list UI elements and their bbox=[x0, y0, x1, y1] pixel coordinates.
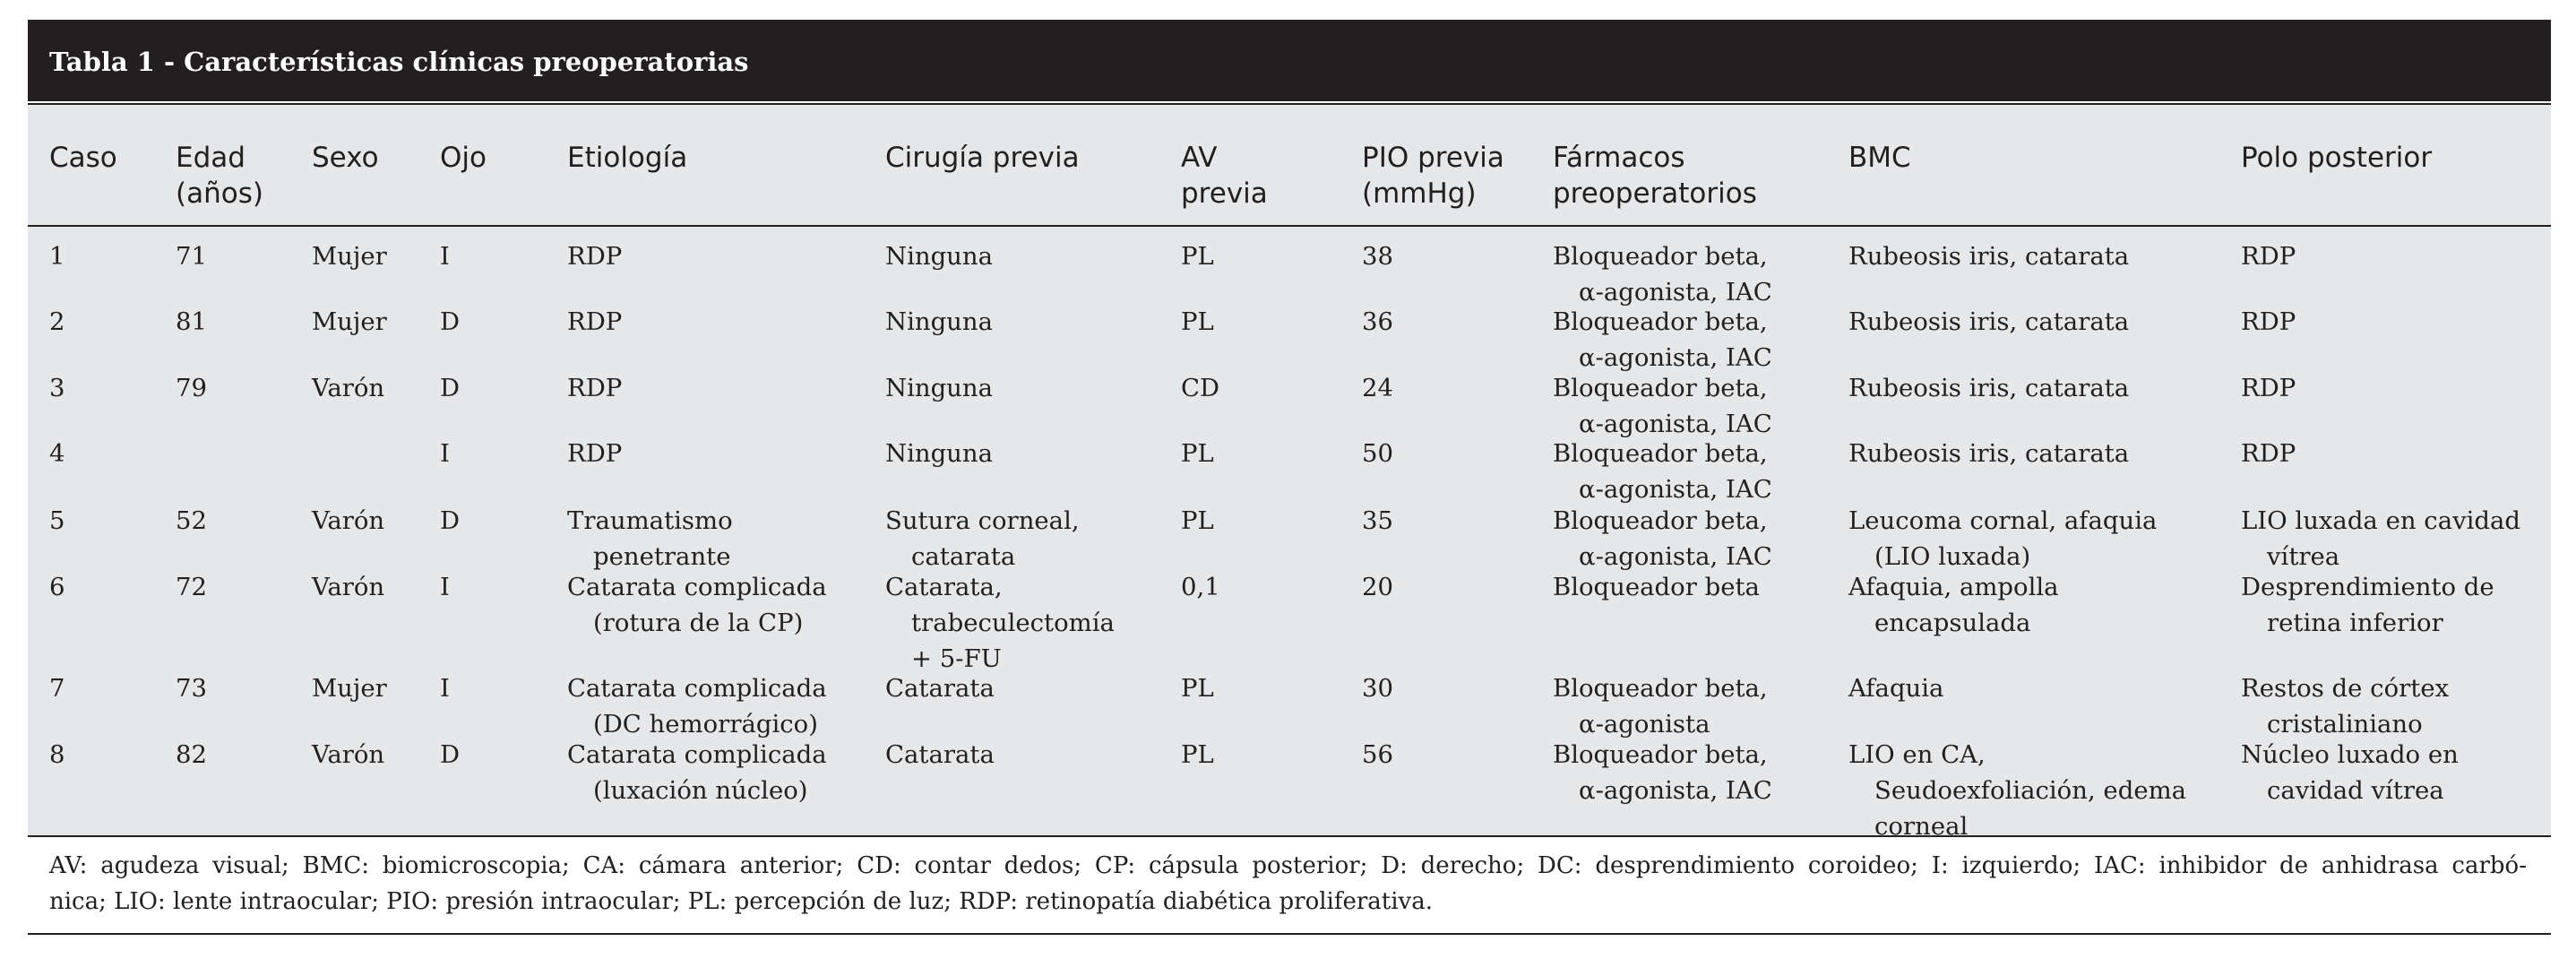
column-header-bmc bbox=[1848, 140, 1911, 176]
column-header-sexo bbox=[312, 140, 379, 176]
cell-line: (luxación núcleo) bbox=[593, 776, 808, 805]
table-cell-cirugia-previa bbox=[885, 737, 995, 773]
cell-line: Catarata complicada bbox=[567, 674, 827, 703]
column-header-farmacos-preoperatorios bbox=[1553, 140, 1757, 212]
table-row bbox=[28, 503, 2551, 571]
table-cell-polo-posterior bbox=[2241, 238, 2296, 274]
table-cell-farmacos-preoperatorios bbox=[1553, 503, 1772, 575]
cell-line: Mujer bbox=[312, 307, 387, 336]
cell-line: RDP bbox=[567, 439, 623, 468]
cell-line: PL bbox=[1181, 242, 1214, 271]
cell-line: 50 bbox=[1362, 439, 1393, 468]
cell-line: Afaquia, ampolla bbox=[1848, 573, 2059, 601]
cell-line: I bbox=[440, 242, 450, 271]
cell-line: 35 bbox=[1362, 506, 1393, 535]
cell-line: I bbox=[440, 674, 450, 703]
column-header-caso bbox=[49, 140, 117, 176]
table-cell-cirugia-previa bbox=[885, 503, 1080, 575]
cell-line: 72 bbox=[176, 573, 207, 601]
table-cell-etiologia bbox=[567, 503, 733, 575]
table-cell-ojo bbox=[440, 503, 460, 539]
cell-line: I bbox=[440, 439, 450, 468]
cell-line: Catarata bbox=[885, 740, 995, 769]
cell-line: 24 bbox=[1362, 374, 1393, 402]
column-header-line: Ojo bbox=[440, 142, 487, 174]
cell-line: α-agonista bbox=[1579, 710, 1710, 739]
cell-line: α-agonista, IAC bbox=[1579, 776, 1772, 805]
table-cell-bmc bbox=[1848, 238, 2129, 274]
cell-line: 82 bbox=[176, 740, 207, 769]
cell-line: corneal bbox=[1874, 812, 1969, 835]
column-header-edad bbox=[176, 140, 263, 212]
table-cell-pio-previa bbox=[1362, 670, 1393, 706]
table-cell-edad bbox=[176, 670, 207, 706]
table-cell-caso bbox=[49, 436, 65, 471]
cell-line: (LIO luxada) bbox=[1874, 542, 2031, 571]
cell-line: RDP bbox=[567, 374, 623, 402]
cell-line: 2 bbox=[49, 307, 65, 336]
table-row bbox=[28, 737, 2551, 835]
table-cell-polo-posterior bbox=[2241, 370, 2296, 406]
cell-line: Bloqueador beta bbox=[1553, 573, 1760, 601]
cell-line: retina inferior bbox=[2267, 609, 2443, 637]
table-cell-polo-posterior bbox=[2241, 737, 2459, 808]
table-cell-etiologia bbox=[567, 569, 827, 641]
table-cell-cirugia-previa bbox=[885, 436, 993, 471]
table-cell-sexo bbox=[312, 569, 384, 605]
cell-line: penetrante bbox=[593, 542, 731, 571]
cell-line: RDP bbox=[2241, 307, 2296, 336]
cell-line: Bloqueador beta, bbox=[1553, 506, 1768, 535]
table-cell-cirugia-previa bbox=[885, 304, 993, 340]
cell-line: Núcleo luxado en bbox=[2241, 740, 2459, 769]
cell-line: 0,1 bbox=[1181, 573, 1220, 601]
column-header-line: previa bbox=[1181, 177, 1268, 210]
cell-line: RDP bbox=[2241, 439, 2296, 468]
column-header-line: (mmHg) bbox=[1362, 177, 1477, 210]
cell-line: cristaliniano bbox=[2267, 710, 2423, 739]
table-cell-ojo bbox=[440, 737, 460, 773]
cell-line: α-agonista, IAC bbox=[1579, 343, 1772, 372]
table-cell-av-previa bbox=[1181, 503, 1214, 539]
table-cell-edad bbox=[176, 737, 207, 773]
table-cell-cirugia-previa bbox=[885, 569, 1115, 677]
cell-line: 56 bbox=[1362, 740, 1393, 769]
cell-line: Ninguna bbox=[885, 439, 993, 468]
table-cell-polo-posterior bbox=[2241, 436, 2296, 471]
table-cell-sexo bbox=[312, 670, 387, 706]
column-header-pio-previa bbox=[1362, 140, 1504, 212]
cell-line: α-agonista, IAC bbox=[1579, 410, 1772, 438]
table-cell-sexo bbox=[312, 370, 384, 406]
table-cell-polo-posterior bbox=[2241, 670, 2449, 742]
table-cell-caso bbox=[49, 670, 65, 706]
table-cell-caso bbox=[49, 370, 65, 406]
cell-line: 4 bbox=[49, 439, 65, 468]
table-cell-edad bbox=[176, 304, 207, 340]
table-row bbox=[28, 370, 2551, 438]
table-cell-farmacos-preoperatorios bbox=[1553, 304, 1772, 376]
table-cell-bmc bbox=[1848, 569, 2059, 641]
cell-line: 73 bbox=[176, 674, 207, 703]
table-cell-cirugia-previa bbox=[885, 670, 995, 706]
cell-line: Catarata bbox=[885, 674, 995, 703]
cell-line: Ninguna bbox=[885, 307, 993, 336]
table-cell-etiologia bbox=[567, 238, 622, 274]
footnote-line: AV: agudeza visual; BMC: biomicroscopia; CA: cámara anterior; CD: contar dedos; CP: cápsula posterior; D: derecho; DC: desprendimiento coroideo; I: izquierdo; IAC: inhibidor de anhidrasa carbó- bbox=[49, 852, 2527, 879]
column-header-line: Cirugía previa bbox=[885, 142, 1080, 174]
table-cell-sexo bbox=[312, 238, 387, 274]
table-footnote bbox=[49, 848, 2527, 920]
table-cell-ojo bbox=[440, 569, 450, 605]
cell-line: Rubeosis iris, catarata bbox=[1848, 439, 2130, 468]
cell-line: I bbox=[440, 573, 450, 601]
cell-line: Mujer bbox=[312, 674, 387, 703]
cell-line: 7 bbox=[49, 674, 65, 703]
cell-line: Catarata complicada bbox=[567, 573, 827, 601]
table-cell-caso bbox=[49, 737, 65, 773]
table-body-area bbox=[28, 105, 2551, 835]
table-cell-caso bbox=[49, 503, 65, 539]
cell-line: vítrea bbox=[2267, 542, 2340, 571]
column-header-line: (años) bbox=[176, 177, 263, 210]
column-header-cirugia-previa bbox=[885, 140, 1080, 176]
cell-line: Sutura corneal, bbox=[885, 506, 1080, 535]
cell-line: Catarata, bbox=[885, 573, 1003, 601]
cell-line: 38 bbox=[1362, 242, 1393, 271]
table-cell-pio-previa bbox=[1362, 436, 1393, 471]
table-cell-av-previa bbox=[1181, 569, 1220, 605]
cell-line: 79 bbox=[176, 374, 207, 402]
table-cell-etiologia bbox=[567, 370, 622, 406]
table-cell-farmacos-preoperatorios bbox=[1553, 670, 1768, 742]
cell-line: D bbox=[440, 740, 461, 769]
cell-line: 1 bbox=[49, 242, 65, 271]
column-header-line: Caso bbox=[49, 142, 117, 174]
table-row bbox=[28, 304, 2551, 372]
table-cell-pio-previa bbox=[1362, 503, 1393, 539]
cell-line: Rubeosis iris, catarata bbox=[1848, 242, 2130, 271]
cell-line: Catarata complicada bbox=[567, 740, 827, 769]
table-cell-ojo bbox=[440, 370, 460, 406]
cell-line: α-agonista, IAC bbox=[1579, 278, 1772, 307]
table-cell-ojo bbox=[440, 436, 450, 471]
cell-line: α-agonista, IAC bbox=[1579, 542, 1772, 571]
cell-line: D bbox=[440, 307, 461, 336]
table-cell-etiologia bbox=[567, 737, 827, 808]
table-cell-av-previa bbox=[1181, 370, 1219, 406]
cell-line: CD bbox=[1181, 374, 1220, 402]
table-cell-pio-previa bbox=[1362, 238, 1393, 274]
table-cell-etiologia bbox=[567, 670, 827, 742]
cell-line: LIO en CA, bbox=[1848, 740, 1986, 769]
column-header-line: Edad bbox=[176, 142, 246, 174]
cell-line: PL bbox=[1181, 506, 1214, 535]
cell-line: Restos de córtex bbox=[2241, 674, 2450, 703]
table-cell-ojo bbox=[440, 238, 450, 274]
cell-line: 30 bbox=[1362, 674, 1393, 703]
table-cell-pio-previa bbox=[1362, 737, 1393, 773]
cell-line: Traumatismo bbox=[567, 506, 733, 535]
footnote-bottom-rule bbox=[28, 933, 2551, 935]
table-cell-bmc bbox=[1848, 370, 2129, 406]
header-row bbox=[28, 140, 2551, 212]
table-cell-farmacos-preoperatorios bbox=[1553, 569, 1760, 605]
table-cell-farmacos-preoperatorios bbox=[1553, 238, 1772, 310]
cell-line: PL bbox=[1181, 740, 1214, 769]
column-header-line: BMC bbox=[1848, 142, 1911, 174]
cell-line: cavidad vítrea bbox=[2267, 776, 2444, 805]
cell-line: 20 bbox=[1362, 573, 1393, 601]
table-cell-edad bbox=[176, 503, 207, 539]
table-cell-cirugia-previa bbox=[885, 238, 993, 274]
cell-line: 3 bbox=[49, 374, 65, 402]
cell-line: α-agonista, IAC bbox=[1579, 475, 1772, 504]
cell-line: Bloqueador beta, bbox=[1553, 740, 1768, 769]
column-header-line: Polo posterior bbox=[2241, 142, 2433, 174]
cell-line: PL bbox=[1181, 307, 1214, 336]
cell-line: D bbox=[440, 506, 461, 535]
column-header-line: Etiología bbox=[567, 142, 688, 174]
table-cell-farmacos-preoperatorios bbox=[1553, 737, 1772, 808]
cell-line: 6 bbox=[49, 573, 65, 601]
cell-line: Afaquia bbox=[1848, 674, 1944, 703]
table-cell-av-previa bbox=[1181, 670, 1214, 706]
cell-line: (DC hemorrágico) bbox=[593, 710, 818, 739]
table-cell-cirugia-previa bbox=[885, 370, 993, 406]
table-row bbox=[28, 670, 2551, 739]
cell-line: 71 bbox=[176, 242, 207, 271]
cell-line: RDP bbox=[567, 307, 623, 336]
column-header-av-previa bbox=[1181, 140, 1268, 212]
cell-line: PL bbox=[1181, 674, 1214, 703]
table-cell-bmc bbox=[1848, 304, 2129, 340]
cell-line: Ninguna bbox=[885, 374, 993, 402]
cell-line: 81 bbox=[176, 307, 207, 336]
table-cell-sexo bbox=[312, 503, 384, 539]
cell-line: Rubeosis iris, catarata bbox=[1848, 374, 2130, 402]
table-cell-edad bbox=[176, 370, 207, 406]
table-title: Tabla 1 - Características clínicas preoperatorias bbox=[49, 47, 749, 77]
table-bottom-rule bbox=[28, 835, 2551, 837]
table-cell-bmc bbox=[1848, 436, 2129, 471]
table-cell-etiologia bbox=[567, 304, 622, 340]
cell-line: PL bbox=[1181, 439, 1214, 468]
column-header-line: Fármacos bbox=[1553, 142, 1685, 174]
table-cell-caso bbox=[49, 569, 65, 605]
cell-line: RDP bbox=[2241, 242, 2296, 271]
cell-line: encapsulada bbox=[1874, 609, 2031, 637]
cell-line: catarata bbox=[911, 542, 1016, 571]
table-cell-av-previa bbox=[1181, 737, 1214, 773]
cell-line: 52 bbox=[176, 506, 207, 535]
column-header-line: Sexo bbox=[312, 142, 379, 174]
table-cell-pio-previa bbox=[1362, 370, 1393, 406]
cell-line: Seudoexfoliación, edema bbox=[1874, 776, 2187, 805]
cell-line: Varón bbox=[312, 740, 385, 769]
cell-line: Leucoma cornal, afaquia bbox=[1848, 506, 2158, 535]
table-cell-etiologia bbox=[567, 436, 622, 471]
cell-line: Ninguna bbox=[885, 242, 993, 271]
column-header-polo-posterior bbox=[2241, 140, 2432, 176]
cell-line: (rotura de la CP) bbox=[593, 609, 804, 637]
cell-line: 36 bbox=[1362, 307, 1393, 336]
table-title-bar bbox=[28, 20, 2551, 101]
cell-line: Bloqueador beta, bbox=[1553, 674, 1768, 703]
cell-line: 5 bbox=[49, 506, 65, 535]
table-cell-bmc bbox=[1848, 737, 2186, 835]
table-cell-bmc bbox=[1848, 503, 2157, 575]
table-cell-av-previa bbox=[1181, 304, 1214, 340]
table-cell-av-previa bbox=[1181, 238, 1214, 274]
table-cell-edad bbox=[176, 238, 207, 274]
table-cell-ojo bbox=[440, 670, 450, 706]
column-header-line: preoperatorios bbox=[1553, 177, 1757, 210]
cell-line: Bloqueador beta, bbox=[1553, 242, 1768, 271]
table-cell-polo-posterior bbox=[2241, 569, 2494, 641]
table-cell-polo-posterior bbox=[2241, 304, 2296, 340]
column-header-ojo bbox=[440, 140, 487, 176]
cell-line: Rubeosis iris, catarata bbox=[1848, 307, 2130, 336]
table-cell-pio-previa bbox=[1362, 304, 1393, 340]
table-cell-sexo bbox=[312, 304, 387, 340]
cell-line: Mujer bbox=[312, 242, 387, 271]
table-cell-farmacos-preoperatorios bbox=[1553, 370, 1772, 442]
table-cell-av-previa bbox=[1181, 436, 1214, 471]
table-cell-caso bbox=[49, 304, 65, 340]
cell-line: Varón bbox=[312, 374, 385, 402]
cell-line: D bbox=[440, 374, 461, 402]
table-cell-ojo bbox=[440, 304, 460, 340]
cell-line: LIO luxada en cavidad bbox=[2241, 506, 2521, 535]
cell-line: Bloqueador beta, bbox=[1553, 439, 1768, 468]
table-cell-bmc bbox=[1848, 670, 1943, 706]
cell-line: Desprendimiento de bbox=[2241, 573, 2494, 601]
cell-line: Varón bbox=[312, 506, 385, 535]
table-row bbox=[28, 569, 2551, 673]
table-cell-edad bbox=[176, 569, 207, 605]
cell-line: + 5-FU bbox=[911, 644, 1002, 673]
cell-line: RDP bbox=[567, 242, 623, 271]
table-row bbox=[28, 238, 2551, 307]
cell-line: 8 bbox=[49, 740, 65, 769]
column-header-etiologia bbox=[567, 140, 687, 176]
footnote-line: nica; LIO: lente intraocular; PIO: presión intraocular; PL: percepción de luz; RDP: retinopatía diabética proliferativa. bbox=[49, 888, 1434, 915]
column-header-line: PIO previa bbox=[1362, 142, 1504, 174]
cell-line: Bloqueador beta, bbox=[1553, 307, 1768, 336]
table-cell-pio-previa bbox=[1362, 569, 1393, 605]
header-rule bbox=[28, 225, 2551, 227]
cell-line: Varón bbox=[312, 573, 385, 601]
column-header-line: AV bbox=[1181, 142, 1218, 174]
cell-line: trabeculectomía bbox=[911, 609, 1115, 637]
table-row bbox=[28, 436, 2551, 504]
table-cell-caso bbox=[49, 238, 65, 274]
table-cell-polo-posterior bbox=[2241, 503, 2520, 575]
cell-line: RDP bbox=[2241, 374, 2296, 402]
table-cell-sexo bbox=[312, 737, 384, 773]
cell-line: Bloqueador beta, bbox=[1553, 374, 1768, 402]
table-cell-farmacos-preoperatorios bbox=[1553, 436, 1772, 507]
